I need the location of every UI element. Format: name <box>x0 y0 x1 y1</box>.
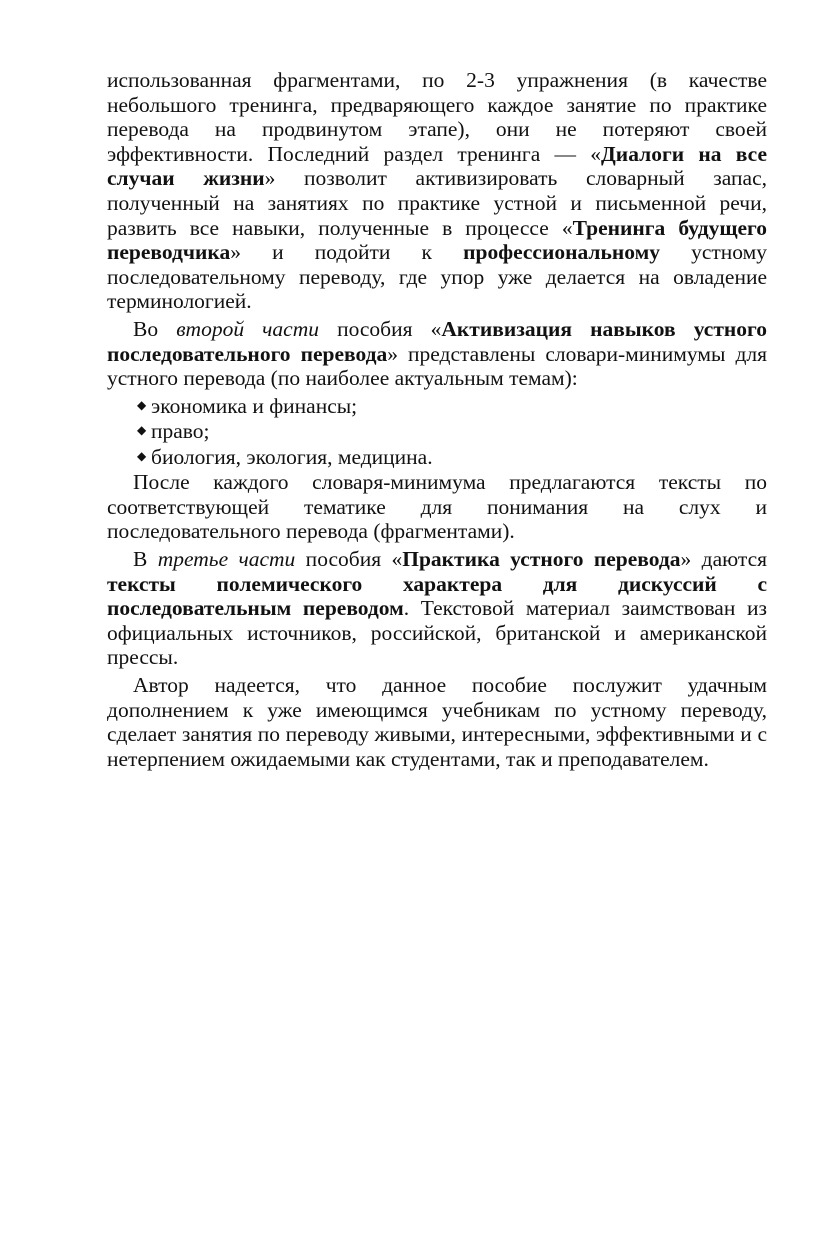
paragraph-second-part <box>107 317 767 391</box>
text-run: Во <box>133 316 177 341</box>
list-item <box>137 445 767 471</box>
list-item <box>137 419 767 445</box>
text-run: » и подойти к <box>230 240 464 265</box>
document-page <box>107 68 767 771</box>
diamond-bullet-icon: ◆ <box>137 423 147 438</box>
diamond-bullet-icon: ◆ <box>137 448 147 463</box>
diamond-bullet-icon: ◆ <box>137 397 147 412</box>
list-item-text: право; <box>151 419 210 444</box>
text-run: . Текстовой материал заимствован из официальных источников, российской, британской и американской прессы. <box>107 596 767 670</box>
bold-title-practice: Практика устного перевода <box>402 547 681 571</box>
bold-term-professional: профессиональному <box>463 240 660 265</box>
text-run: устному последовательному переводу, где упор уже делается на овладение терминологией. <box>107 240 767 314</box>
list-item <box>137 394 767 420</box>
paragraph-author-hope: Автор надеется, что данное пособие послужит удачным дополнением к уже имеющимся учебникам по устному переводу, сделает занятия по переводу живыми, интересными, эффективными и с нетерпением ожидаемыми как студентами, так и преподавателем. <box>107 672 767 771</box>
paragraph-intro-continuation <box>107 68 767 314</box>
paragraph-third-part <box>107 547 767 670</box>
list-item-text: экономика и финансы; <box>151 393 358 418</box>
text-run: использованная фрагментами, по 2-3 упражнения (в качестве небольшого тренинга, предваряющего каждое занятие по практике перевода на продвинутом этапе), они не потеряют своей эффективности. Последний раздел тренинга — « <box>107 68 767 166</box>
text-run: » представлены словари-минимумы для устного перевода (по наиболее актуальным темам): <box>107 341 767 391</box>
paragraph-texts-after-glossary: После каждого словаря-минимума предлагаются тексты по соответствующей тематике для понимания на слух и последовательного перевода (фрагментами). <box>107 470 767 544</box>
text-run: » позволит активизировать словарный запас, полученный на занятиях по практике устной и письменной речи, развить все навыки, полученные в процессе « <box>107 166 767 240</box>
text-run: пособия « <box>295 547 403 571</box>
list-item-text: биология, экология, медицина. <box>151 444 433 469</box>
bold-term-training: Тренинга будущего переводчика <box>107 215 767 265</box>
bold-term-dialogues: Диалоги на все случаи жизни <box>107 141 767 191</box>
text-run: пособия « <box>319 316 442 341</box>
italic-term-third-part: третье части <box>157 547 296 571</box>
topics-list <box>107 394 767 471</box>
bold-term-polemic-texts: тексты полемического характера для дискуссий с последовательным переводом <box>107 571 767 621</box>
italic-term-second-part: второй части <box>176 316 319 341</box>
text-run: » даются <box>680 547 768 571</box>
bold-title-activation: Активизация навыков устного последовательного перевода <box>107 316 768 366</box>
text-run: В <box>133 547 158 571</box>
